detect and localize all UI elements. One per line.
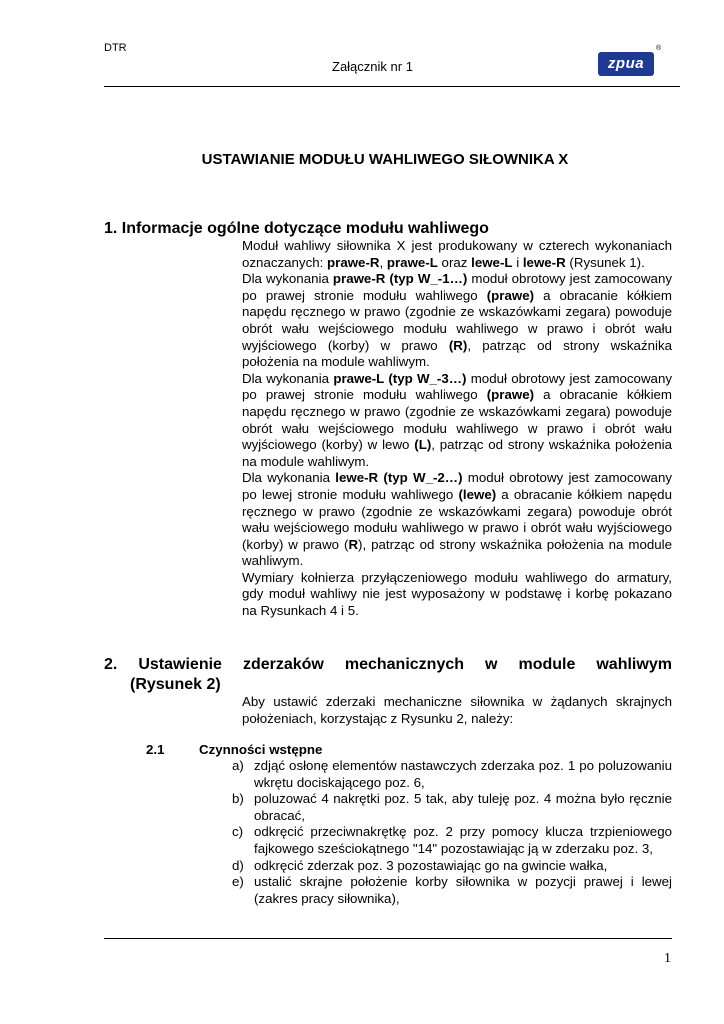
document-title: USTAWIANIE MODUŁU WAHLIWEGO SIŁOWNIKA X: [201, 151, 569, 168]
list-item-text: ustalić skrajne położenie korby siłownika w pozycji prawej i lewej (zakres pracy siłownika),: [254, 874, 672, 906]
list-item-text: zdjąć osłonę elementów nastawczych zderzaka poz. 1 po poluzowaniu wkrętu dociskającego poz. 6,: [254, 758, 672, 790]
bold-text: lewe-R: [522, 254, 566, 270]
list-item-text: odkręcić zderzak poz. 3 pozostawiając go na gwincie wałka,: [254, 857, 608, 873]
heading-word: Ustawienie: [138, 656, 222, 673]
text-run: (Rysunek 1).: [565, 254, 645, 270]
text-run: a obracanie kółkiem napędu ręcznego w prawo (zgodnie ze wskazówkami zegara) powoduje obrót wału wejściowego modułu wahliwego w prawo i obrót wału wyjściowego (korby) w prawo (: [242, 486, 672, 552]
company-logo: zpua: [598, 52, 654, 76]
section-2-heading-line-1: [104, 655, 672, 675]
bold-text: lewe-R (typ W_-2…): [335, 470, 463, 486]
text-run: a obracanie kółkiem napędu ręcznego w prawo (zgodnie ze wskazówkami zegara) powoduje obrót wału wejściowego modułu wahliwego w prawo i obrót wału wyjściowego (korby) w prawo: [242, 287, 672, 353]
list-item: [232, 758, 672, 791]
header-divider: [104, 86, 680, 87]
section-2-heading: [104, 655, 672, 695]
bold-text: (lewe): [458, 486, 497, 502]
bold-text: prawe-R (typ W_-1…): [332, 271, 468, 287]
heading-word: w: [485, 656, 498, 673]
bold-text: prawe-L: [386, 254, 438, 270]
heading-word: module: [518, 656, 576, 673]
list-item-letter: a): [232, 758, 244, 773]
list-item-letter: d): [232, 857, 244, 873]
bold-text: (prawe): [486, 287, 535, 303]
text-run: Dla wykonania: [242, 470, 336, 486]
paragraph: [242, 238, 672, 271]
list-item-letter: b): [232, 791, 244, 807]
paragraph: [242, 371, 672, 471]
bold-text: prawe-R: [327, 254, 380, 270]
list-item-text: poluzować 4 nakrętki poz. 5 tak, aby tuleję poz. 4 można było ręcznie obracać,: [254, 791, 672, 823]
paragraph: [242, 271, 672, 371]
text-run: , patrząc od strony wskaźnika położenia na module wahliwym.: [242, 437, 672, 469]
text-run: ), patrząc od strony wskaźnika położenia na module wahliwym.: [242, 536, 672, 569]
text-run: Dla wykonania: [242, 271, 333, 287]
text-run: moduł obrotowy jest zamocowany po prawej stronie modułu wahliwego: [242, 370, 672, 403]
text-run: Dla wykonania: [242, 370, 334, 386]
bold-text: (prawe): [486, 387, 535, 403]
text-run: Moduł wahliwy siłownika X jest produkowany w czterech wykonaniach oznaczanych:: [242, 238, 672, 270]
annex-label: Załącznik nr 1: [332, 59, 413, 74]
paragraph: [242, 470, 672, 570]
page-number: 1: [664, 951, 671, 966]
registered-mark: ®: [656, 45, 662, 52]
section-1-body: [242, 238, 672, 620]
text-run: ,: [379, 254, 387, 270]
document-code: DTR: [104, 42, 127, 54]
heading-word: 2.: [104, 656, 118, 673]
bold-text: (L): [414, 437, 432, 453]
heading-word: zderzaków: [242, 656, 324, 673]
text-run: oraz: [437, 254, 472, 270]
paragraph: [242, 570, 672, 620]
list-item: [232, 791, 672, 824]
list-item-letter: e): [232, 874, 244, 890]
bold-text: prawe-L (typ W_-3…): [333, 370, 467, 386]
list-item: [232, 874, 672, 907]
section-2-heading-line-2: (Rysunek 2): [130, 676, 221, 693]
heading-word: mechanicznych: [344, 656, 465, 673]
bold-text: R: [348, 536, 359, 552]
text-run: moduł obrotowy jest zamocowany po prawej stronie modułu wahliwego: [242, 271, 672, 303]
subsection-title: Czynności wstępne: [199, 742, 323, 757]
text-run: a obracanie kółkiem napędu ręcznego w prawo (zgodnie ze wskazówkami zegara) powoduje obrót wału wejściowego modułu wahliwego w prawo i obrót wału wyjściowego (korby) w lewo: [242, 387, 672, 453]
text-run: moduł obrotowy jest zamocowany po lewej stronie modułu wahliwego: [242, 470, 672, 502]
footer-divider: [104, 938, 672, 939]
section-1-heading: 1. Informacje ogólne dotyczące modułu wahliwego: [104, 220, 489, 237]
text-run: , patrząc od strony wskaźnika położenia na module wahliwym.: [242, 337, 672, 370]
steps-list: [232, 758, 672, 907]
list-item: [232, 824, 672, 857]
list-item: [232, 858, 672, 875]
list-item-text: odkręcić przeciwnakrętkę poz. 2 przy pomocy klucza trzpieniowego fajkowego sześciokątnego "14" pozostawiając ją w zderzaku poz. 3,: [254, 824, 672, 856]
text-run: Wymiary kołnierza przyłączeniowego modułu wahliwego do armatury, gdy moduł wahliwy nie jest wyposażony w podstawę i korbę pokazano na Rysunkach 4 i 5.: [242, 569, 672, 619]
bold-text: (R): [448, 337, 468, 353]
heading-word: wahliwym: [596, 656, 672, 673]
section-2-intro: Aby ustawić zderzaki mechaniczne siłownika w żądanych skrajnych położeniach, korzystając z Rysunku 2, należy:: [242, 694, 672, 726]
text-run: i: [512, 254, 523, 270]
subsection-number: 2.1: [146, 742, 165, 757]
bold-text: lewe-L: [471, 254, 513, 270]
list-item-letter: c): [232, 824, 244, 840]
